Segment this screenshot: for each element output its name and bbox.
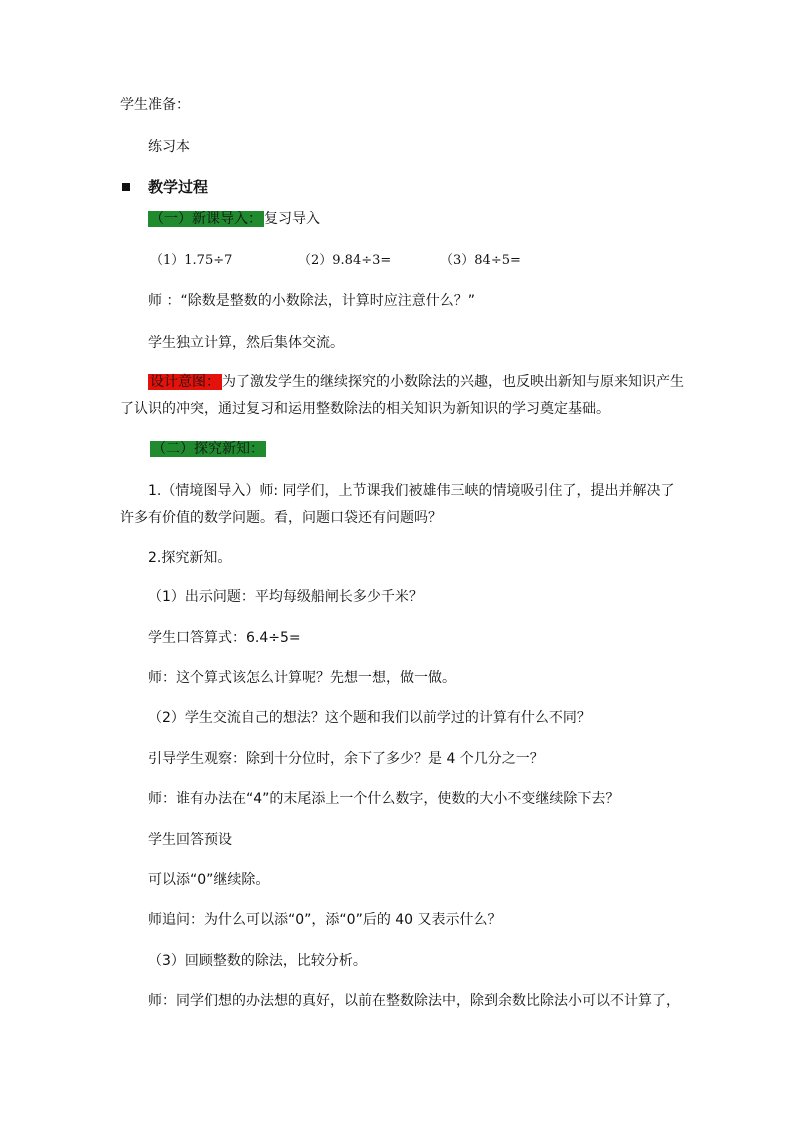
part1-tag: （一）新课导入： xyxy=(150,211,262,227)
p1-line1: 1.（情境图导入）师: 同学们，上节课我们被雄伟三峡的情境吸引住了，提出并解决了 xyxy=(148,483,675,499)
teacher-question: 师 ：“除数是整数的小数除法，计算时应注意什么？” xyxy=(148,293,475,309)
design-intent-line2: 了认识的冲突，通过复习和运用整数除法的相关知识为新知识的学习奠定基础。 xyxy=(120,401,610,417)
question-1-answer: 学生口答算式：6.4÷5= xyxy=(148,630,301,646)
exercise-1: （1）1.75÷7 xyxy=(150,253,233,268)
part2-tag: （二）探究新知： xyxy=(152,441,264,457)
exercise-3: （3）84÷5= xyxy=(440,253,521,268)
design-intent-text: 为了激发学生的继续探究的小数除法的兴趣，也反映出新知与原来知识产生 xyxy=(222,374,684,390)
section-title: 教学过程 xyxy=(148,178,209,196)
student-prep-item: 练习本 xyxy=(148,139,190,155)
question-2-followup: 师追问：为什么可以添“0”，添“0”后的 40 又表示什么？ xyxy=(148,912,502,928)
part2-heading xyxy=(150,440,266,458)
question-2-preset-answer: 可以添“0”继续除。 xyxy=(148,872,270,888)
question-1-teacher: 师：这个算式该怎么计算呢？先想一想，做一做。 xyxy=(148,670,456,686)
question-2: （2）学生交流自己的想法？这个题和我们以前学过的计算有什么不同？ xyxy=(148,710,591,726)
design-intent-tag: 设计意图： xyxy=(150,374,220,390)
exercise-2: （2）9.84÷3= xyxy=(298,253,392,268)
question-2-teacher: 师：谁有办法在“4”的末尾添上一个什么数字，使数的大小不变继续除下去？ xyxy=(148,791,620,807)
design-intent-line1 xyxy=(148,373,684,391)
part1-title: 复习导入 xyxy=(264,211,320,227)
section-bullet-icon xyxy=(122,183,130,191)
question-1: （1）出示问题：平均每级船闸长多少千米？ xyxy=(148,589,423,605)
question-3-teacher: 师：同学们想的办法想的真好，以前在整数除法中，除到余数比除法小可以不计算了， xyxy=(148,993,680,1009)
p1-line2: 许多有价值的数学问题。看，问题口袋还有问题吗？ xyxy=(120,510,442,526)
student-activity: 学生独立计算，然后集体交流。 xyxy=(148,335,344,351)
question-2-guide: 引导学生观察：除到十分位时，余下了多少？是 4 个几分之一？ xyxy=(148,751,544,767)
student-prep-label: 学生准备： xyxy=(120,97,190,113)
question-3: （3）回顾整数的除法，比较分析。 xyxy=(148,953,367,969)
part1-heading xyxy=(148,210,320,228)
question-2-preset: 学生回答预设 xyxy=(148,832,232,848)
p2-text: 2.探究新知。 xyxy=(148,550,232,566)
